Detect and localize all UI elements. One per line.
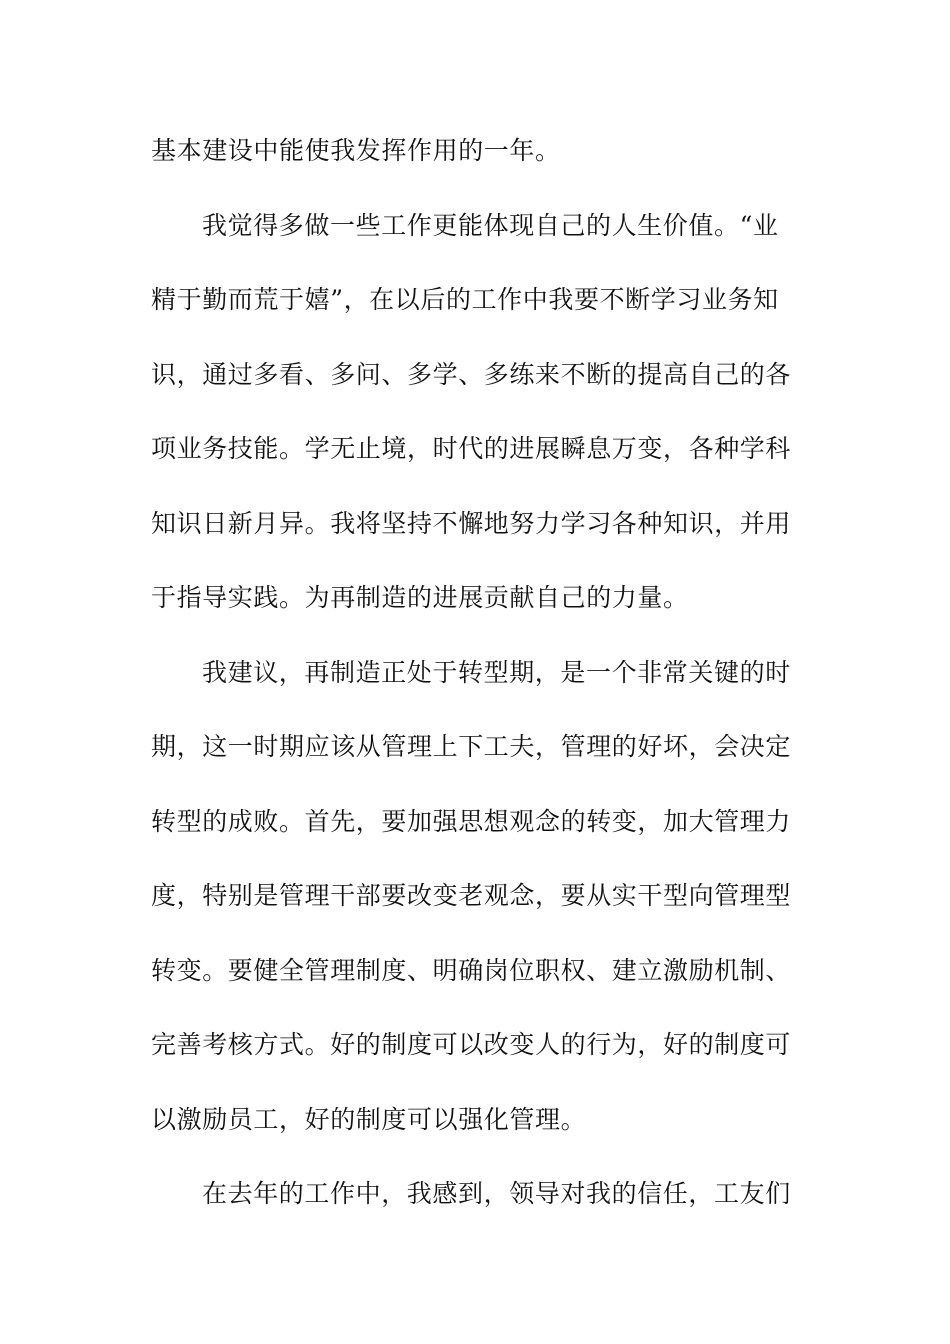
text-line: 基本建设中能使我发挥作用的一年。 [151, 136, 561, 165]
text-line: 识，通过多看、多问、多学、多练来不断的提高自己的各 [151, 359, 792, 389]
text-line: 期，这一时期应该从管理上下工夫，管理的好坏，会决定 [151, 732, 792, 761]
text-line: 在去年的工作中，我感到，领导对我的信任，工友们 [202, 1179, 791, 1208]
document-body [151, 128, 791, 1246]
text-line: 于指导实践。为再制造的进展贡献自己的力量。 [151, 583, 689, 612]
text-line: 项业务技能。学无止境，时代的进展瞬息万变，各种学科 [151, 434, 792, 463]
text-line: 转型的成败。首先，要加强思想观念的转变，加大管理力 [151, 806, 792, 836]
text-line: 度，特别是管理干部要改变老观念，要从实干型向管理型 [151, 881, 792, 910]
text-line: 精于勤而荒于嬉”，在以后的工作中我要不断学习业务知 [151, 285, 779, 314]
text-line: 知识日新月异。我将坚持不懈地努力学习各种知识，并用 [151, 508, 792, 538]
text-line: 我建议，再制造正处于转型期，是一个非常关键的时 [202, 657, 791, 687]
text-line: 转变。要健全管理制度、明确岗位职权、建立激励机制、 [151, 955, 792, 985]
text-line: 完善考核方式。好的制度可以改变人的行为，好的制度可 [151, 1030, 792, 1059]
text-line: 我觉得多做一些工作更能体现自己的人生价值。“业 [202, 210, 779, 240]
text-line: 以激励员工，好的制度可以强化管理。 [151, 1104, 587, 1134]
